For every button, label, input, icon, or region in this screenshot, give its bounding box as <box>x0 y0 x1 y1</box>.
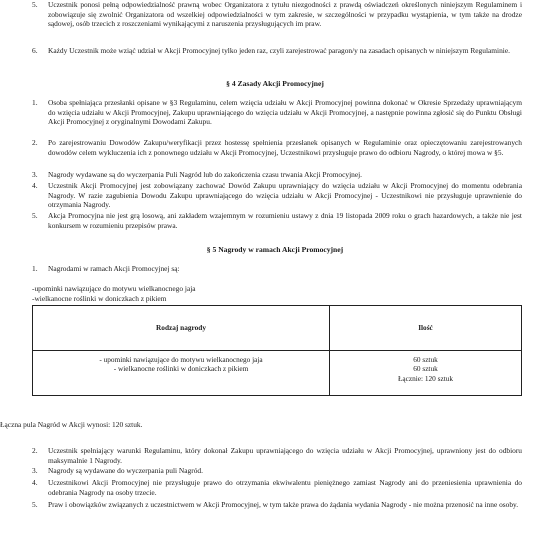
item-text: Po zarejestrowaniu Dowodów Zakupu/weryfikacji przez hostessę spełnienia przesłanek opisanych w Regulaminie oraz opieczętowaniu zarejestrowanych dowodów celem wykluczenia ich z ponownego udziału w Akcji Promocyjnej, Uczestnikowi przysługuje prawo do odbioru Nagrody, o której mowa w §5. <box>48 138 522 157</box>
section4-item-1 <box>32 98 522 127</box>
item-text: Nagrodami w ramach Akcji Promocyjnej są: <box>48 264 180 273</box>
section4-heading: § 4 Zasady Akcji Promocyjnej <box>226 79 324 88</box>
item-text: Uczestnik ponosi pełną odpowiedzialność prawną wobec Organizatora z tytułu niezgodności z prawdą oświadczeń określonych niniejszym Regulaminem i zobowiązuje się zwolnić Organizatora od wszelkiej odpowiedzialności w tym zakresie, w szczególności w przypadku wystąpienia, w tym także na drodze sądowej, osób trzecich z roszczeniami wynikającymi z naruszenia przysługujących im praw. <box>48 0 522 29</box>
item-number: 6. <box>32 46 38 55</box>
prize-list-item-1: -upominki nawiązujące do motywu wielkanocnego jaja <box>32 284 196 293</box>
item-number: 3. <box>32 466 38 475</box>
item-text: Osoba spełniająca przesłanki opisane w §3 Regulaminu, celem wzięcia udziału w Akcji Promocyjnej powinna dokonać w Okresie Sprzedaży uprawniającym do wzięcia udziału w Akcji Promocyjnej, Zakupu uprawniającego do wzięcia udziału w Akcji Promocyjnej, a następnie powinna zgłosić się do Punktu Obsługi Akcji Promocyjnej z oryginalnymi Dowodami Zakupu. <box>48 98 522 127</box>
item-text: Uczestnik spełniający warunki Regulaminu, który dokonał Zakupu uprawniającego do wzięcia udziału w Akcji Promocyjnej, uprawniony jest do odbioru maksymalnie 1 Nagrody. <box>48 446 522 465</box>
item-number: 1. <box>32 264 38 273</box>
quantity-line: 60 sztuk <box>413 364 438 374</box>
prize-type-line: - upominki nawiązujące do motywu wielkanocnego jaja <box>99 355 263 364</box>
prizes-table <box>32 305 522 396</box>
item-text: Uczestnikowi Akcji Promocyjnej nie przysługuje prawo do otrzymania ekwiwalentu pieniężnego zamiast Nagrody ani do przeniesienia uprawnienia do odebrania Nagrody na osoby trzecie. <box>48 478 522 497</box>
item-text: Nagrody są wydawane do wyczerpania puli Nagród. <box>48 466 203 475</box>
header-quantity: Ilość <box>330 306 522 351</box>
section5-item-2 <box>32 446 522 465</box>
item-number: 5. <box>32 211 38 220</box>
item-number: 4. <box>32 478 38 487</box>
item-number: 1. <box>32 98 38 107</box>
section5-heading: § 5 Nagrody w ramach Akcji Promocyjnej <box>206 245 344 254</box>
item-text: Praw i obowiązków związanych z uczestnictwem w Akcji Promocyjnej, w tym także prawa do żądania wydania Nagrody - nie można przenosić na inne osoby. <box>48 500 519 509</box>
item-number: 5. <box>32 500 38 509</box>
section5-item-1 <box>32 264 522 274</box>
item-text: Nagrody wydawane są do wyczerpania Puli Nagród lub do zakończenia czasu trwania Akcji Promocyjnej. <box>48 170 362 179</box>
prize-type-line: - wielkanocne roślinki w doniczkach z pikiem <box>113 364 249 374</box>
section5-item-5 <box>32 500 522 510</box>
section5-item-4 <box>32 478 522 497</box>
item-text: Każdy Uczestnik może wziąć udział w Akcji Promocyjnej tylko jeden raz, czyli zarejestrować paragon/y na zasadach opisanych w niniejszym Regulaminie. <box>48 46 510 55</box>
item-number: 5. <box>32 0 38 9</box>
section4-item-4 <box>32 181 522 210</box>
prize-list-item-2: -wielkanocne roślinki w doniczkach z pikiem <box>32 294 167 303</box>
prize-pool-text: Łączna pula Nagród w Akcji wynosi: 120 sztuk. <box>0 420 143 429</box>
item-number: 3. <box>32 170 38 179</box>
item-number: 2. <box>32 446 38 455</box>
prize-type-cell <box>33 351 330 396</box>
header-prize-type: Rodzaj nagrody <box>33 306 330 351</box>
section3-item-6 <box>32 46 522 56</box>
section4-item-3 <box>32 170 522 180</box>
quantity-total: Łącznie: 120 sztuk <box>397 373 454 383</box>
section4-item-5 <box>32 211 522 230</box>
item-text: Uczestnik Akcji Promocyjnej jest zobowiązany zachować Dowód Zakupu uprawniający do wzięcia udziału w Akcji Promocyjnej do momentu odebrania Nagrody. W razie zagubienia Dowodu Zakupu uprawniającego do wzięcia udziału w Akcji Promocyjnej - Uczestnikowi nie przysługuje uprawnienie do otrzymania Nagrody. <box>48 181 522 210</box>
section4-item-2 <box>32 138 522 157</box>
section5-item-3 <box>32 466 522 476</box>
item-number: 4. <box>32 181 38 190</box>
item-text: Akcja Promocyjna nie jest grą losową, ani zakładem wzajemnym w rozumieniu ustawy z dnia 19 listopada 2009 roku o grach hazardowych, a także nie jest konkursem w rozumieniu przepisów prawa. <box>48 211 522 230</box>
quantity-cell <box>330 351 522 396</box>
item-number: 2. <box>32 138 38 147</box>
table-row <box>33 351 522 396</box>
section3-item-5 <box>32 0 522 29</box>
table-header-row <box>33 306 522 351</box>
quantity-line: 60 sztuk <box>413 355 438 364</box>
